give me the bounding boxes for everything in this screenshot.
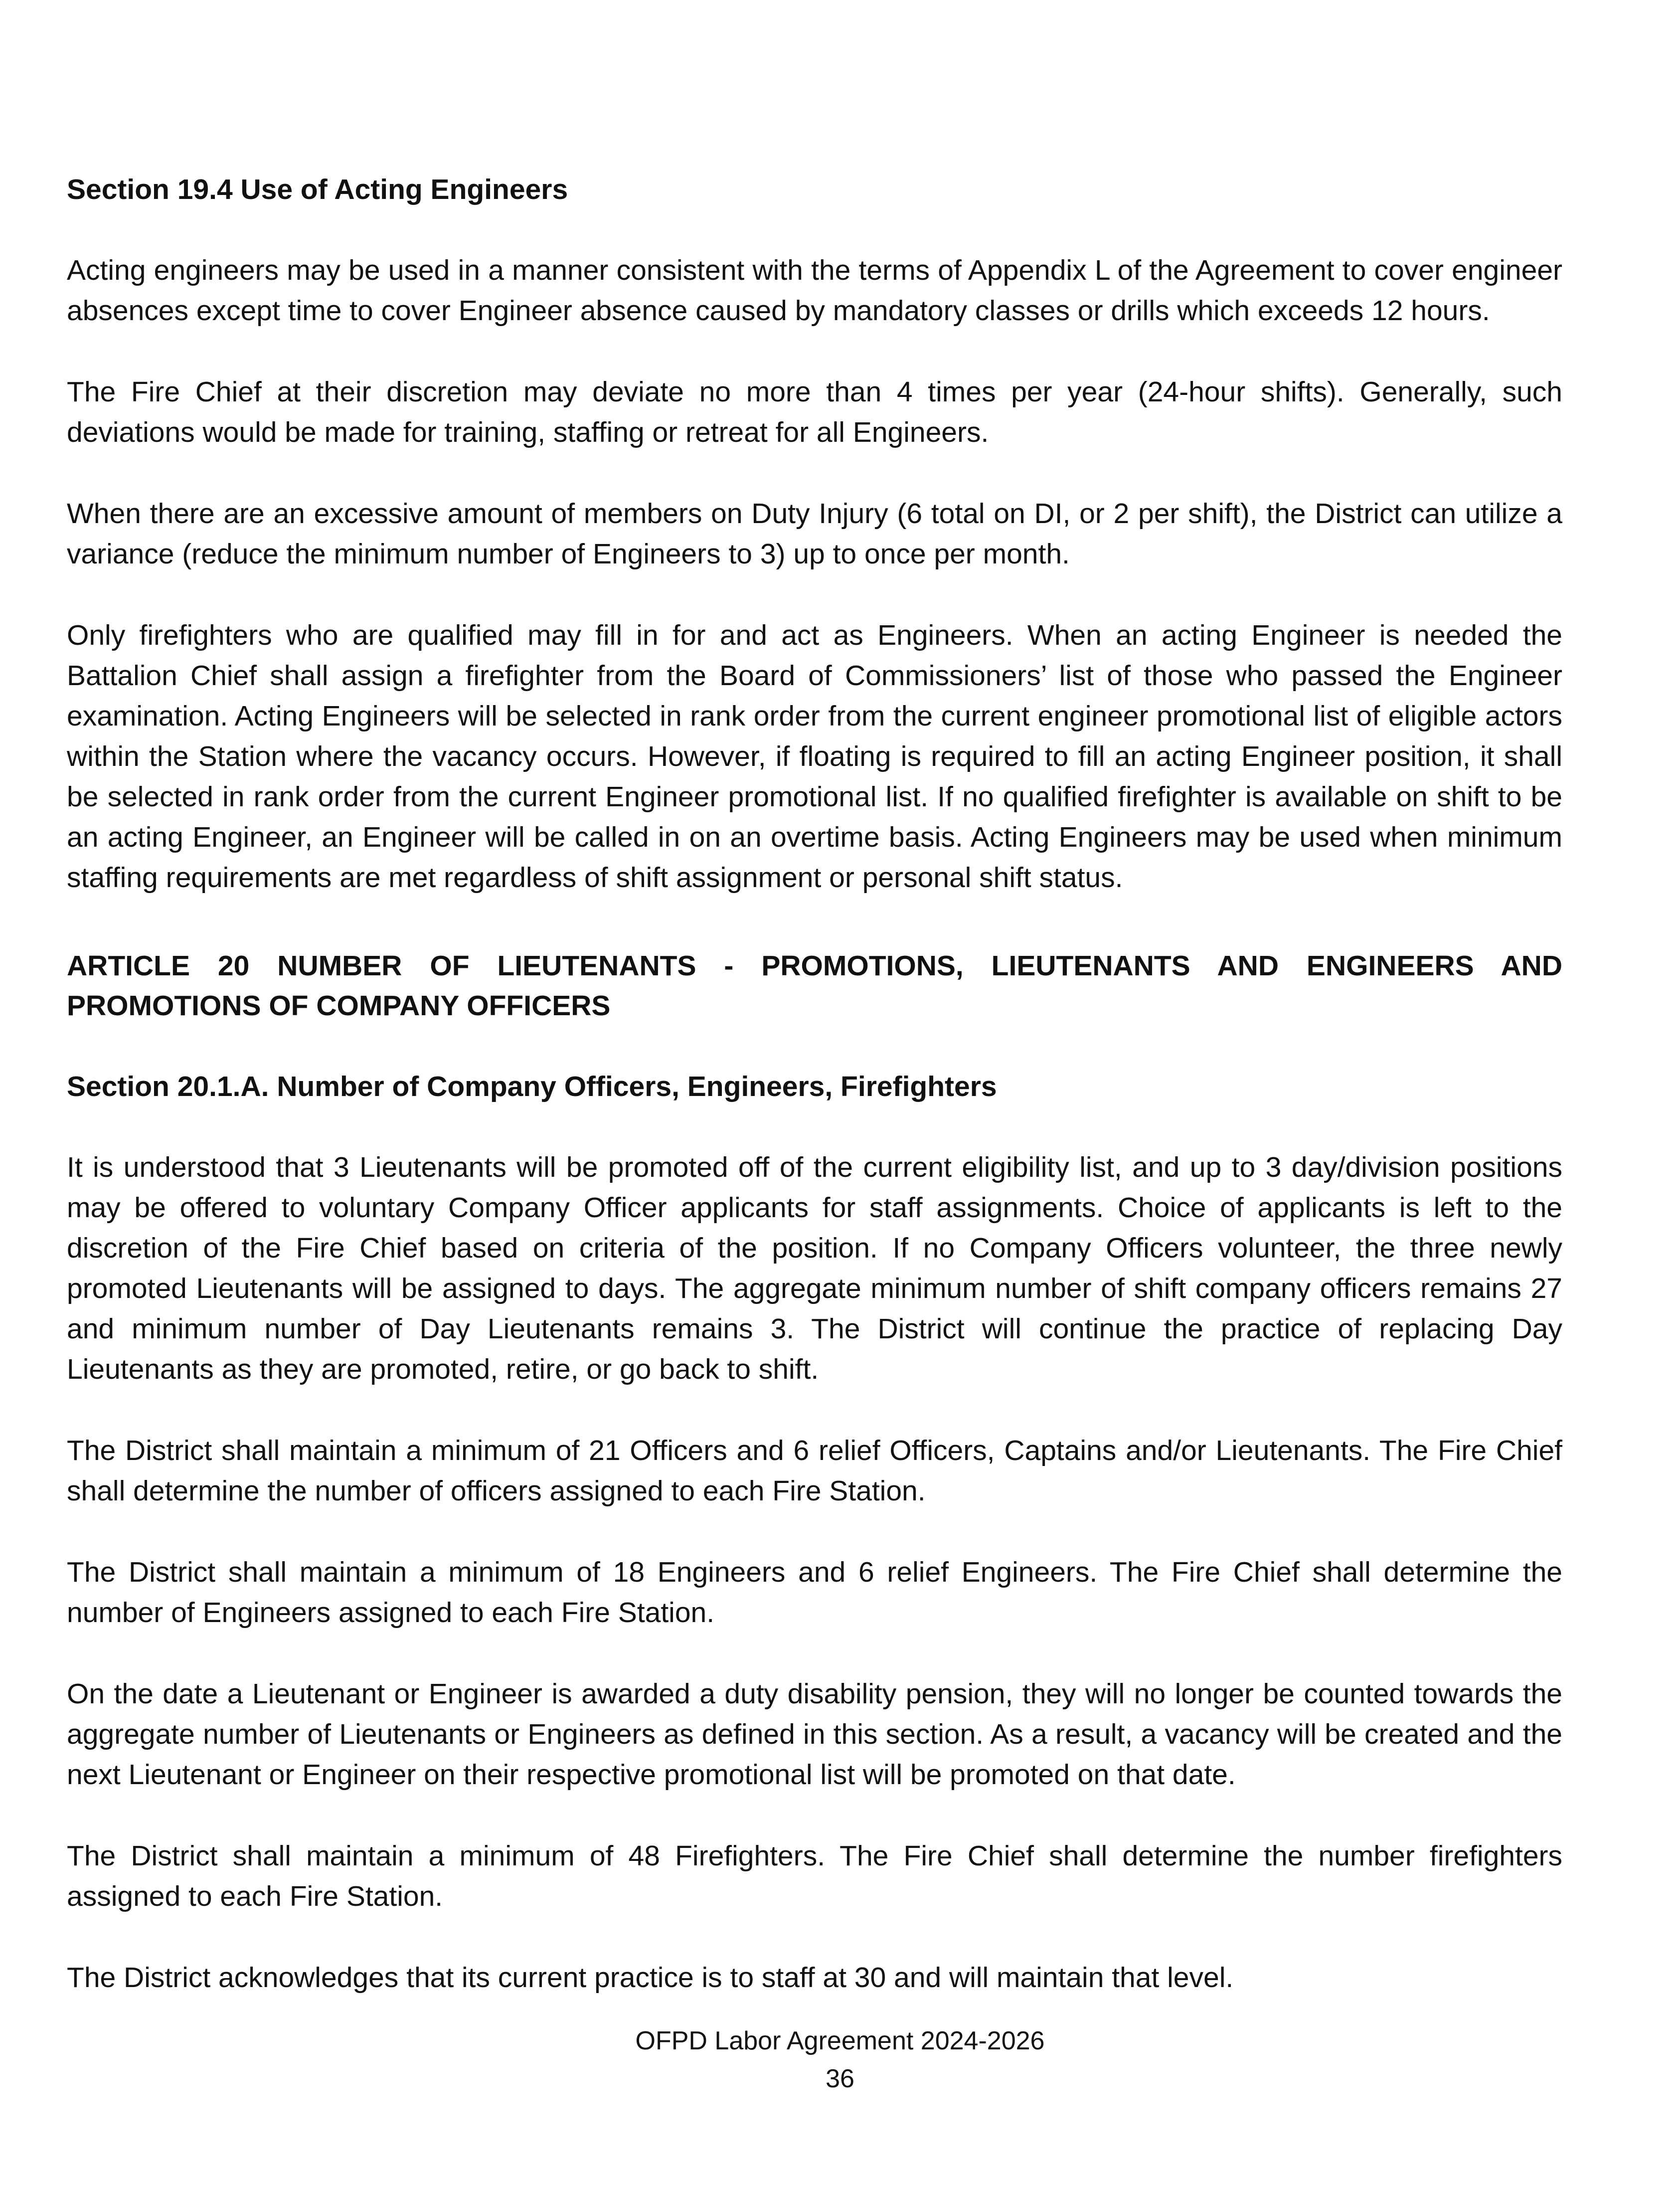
section-19-4-paragraph-2: The Fire Chief at their discretion may deviate no more than 4 times per year (24-hour shifts). Generally, such deviations would be made for training, staffing or retreat for all Engineers. bbox=[67, 376, 1562, 448]
section-20-1-a-paragraph-4: On the date a Lieutenant or Engineer is awarded a duty disability pension, they will no longer be counted towards the aggregate number of Lieutenants or Engineers as defined in this section. As a result, a vacancy will be created and the next Lieutenant or Engineer on their respective promotional list will be promoted on that date. bbox=[67, 1678, 1562, 1791]
footer-document-title: OFPD Labor Agreement 2024-2026 bbox=[635, 2026, 1045, 2055]
page-body bbox=[67, 170, 1562, 1998]
section-20-1-a-paragraph-1: It is understood that 3 Lieutenants will be promoted off of the current eligibility list, and up to 3 day/division positions may be offered to voluntary Company Officer applicants for staff assignments. Choice of applicants is left to the discretion of the Fire Chief based on criteria of the position. If no Company Officers volunteer, the three newly promoted Lieutenants will be assigned to days. The aggregate minimum number of shift company officers remains 27 and minimum number of Day Lieutenants remains 3. The District will continue the practice of replacing Day Lieutenants as they are promoted, retire, or go back to shift. bbox=[67, 1151, 1562, 1385]
footer-page-number: 36 bbox=[826, 2064, 854, 2093]
article-20-heading: ARTICLE 20 NUMBER OF LIEUTENANTS - PROMOTIONS, LIEUTENANTS AND ENGINEERS AND PROMOTIONS OF COMPANY OFFICERS bbox=[67, 950, 1562, 1022]
section-19-4-heading: Section 19.4 Use of Acting Engineers bbox=[67, 174, 568, 205]
section-20-1-a-heading: Section 20.1.A. Number of Company Officers, Engineers, Firefighters bbox=[67, 1071, 997, 1102]
section-19-4-paragraph-1: Acting engineers may be used in a manner consistent with the terms of Appendix L of the Agreement to cover engineer absences except time to cover Engineer absence caused by mandatory classes or drills which exceeds 12 hours. bbox=[67, 254, 1562, 327]
section-20-1-a-paragraph-2: The District shall maintain a minimum of 21 Officers and 6 relief Officers, Captains and/or Lieutenants. The Fire Chief shall determine the number of officers assigned to each Fire Station. bbox=[67, 1435, 1562, 1507]
section-20-1-a-paragraph-5: The District shall maintain a minimum of 48 Firefighters. The Fire Chief shall determine the number firefighters assigned to each Fire Station. bbox=[67, 1840, 1562, 1912]
page-footer bbox=[0, 2022, 1680, 2098]
section-20-1-a-paragraph-6: The District acknowledges that its current practice is to staff at 30 and will maintain that level. bbox=[67, 1962, 1234, 1994]
section-19-4-paragraph-3: When there are an excessive amount of members on Duty Injury (6 total on DI, or 2 per shift), the District can utilize a variance (reduce the minimum number of Engineers to 3) up to once per month. bbox=[67, 498, 1562, 570]
section-19-4-paragraph-4: Only firefighters who are qualified may fill in for and act as Engineers. When an acting Engineer is needed the Battalion Chief shall assign a firefighter from the Board of Commissioners’ list of those who passed the Engineer examination. Acting Engineers will be selected in rank order from the current engineer promotional list of eligible actors within the Station where the vacancy occurs. However, if floating is required to fill an acting Engineer position, it shall be selected in rank order from the current Engineer promotional list. If no qualified firefighter is available on shift to be an acting Engineer, an Engineer will be called in on an overtime basis. Acting Engineers may be used when minimum staffing requirements are met regardless of shift assignment or personal shift status. bbox=[67, 619, 1562, 894]
section-20-1-a-paragraph-3: The District shall maintain a minimum of 18 Engineers and 6 relief Engineers. The Fire Chief shall determine the number of Engineers assigned to each Fire Station. bbox=[67, 1556, 1562, 1629]
